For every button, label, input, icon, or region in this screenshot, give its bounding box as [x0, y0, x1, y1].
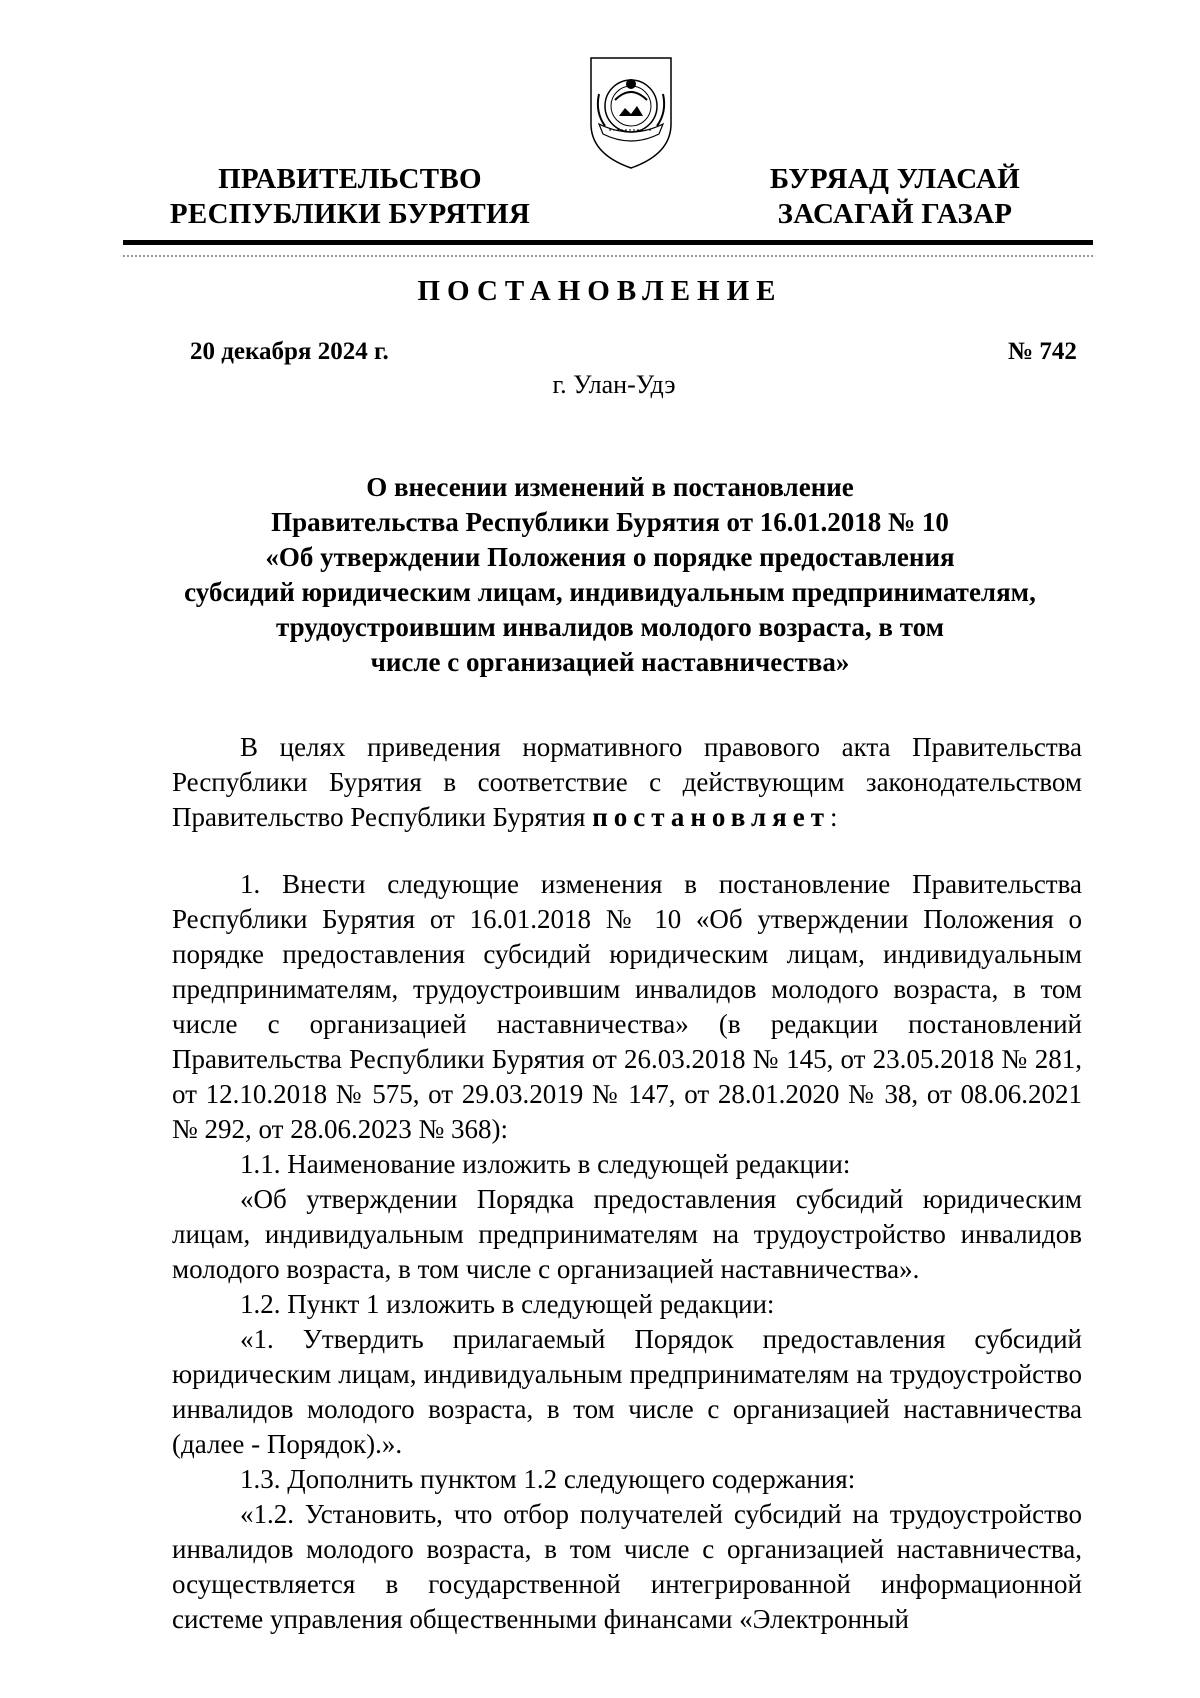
preamble-paragraph	[172, 730, 1082, 835]
header-right-line2: ЗАСАГАЙ ГАЗАР	[777, 198, 1013, 230]
body-paragraph: 1.2. Пункт 1 изложить в следующей редакции:	[240, 1289, 775, 1319]
document-city: г. Улан-Удэ	[552, 370, 676, 399]
preamble-end: :	[829, 802, 838, 832]
document-title	[160, 470, 1060, 680]
coat-of-arms-emblem	[585, 54, 677, 172]
document-date: 20 декабря 2024 г.	[190, 338, 389, 365]
title-line: «Об утверждении Положения о порядке предоставления	[265, 542, 955, 572]
header-right-line1: БУРЯАД УЛАСАЙ	[769, 163, 1021, 195]
header-divider-thick	[123, 240, 1093, 245]
title-line: трудоустроившим инвалидов молодого возраста, в том	[275, 612, 945, 642]
header-left-line2: РЕСПУБЛИКИ БУРЯТИЯ	[169, 198, 531, 230]
preamble-text: В целях приведения нормативного правового акта Правительства Республики Бурятия в соответствие с действующим законодательством Правительство Республики Бурятия	[172, 732, 1082, 832]
header-right	[735, 162, 1055, 232]
header-left	[150, 162, 550, 232]
header-left-line1: ПРАВИТЕЛЬСТВО	[218, 163, 482, 195]
body-paragraph: 1. Внести следующие изменения в постановление Правительства Республики Бурятия от 16.01.2018 № 10 «Об утверждении Положения о порядке предоставления субсидий юридическим лицам, индивидуальным предпринимателям, трудоустроившим инвалидов молодого возраста, в том числе с организацией наставничества» (в редакции постановлений Правительства Республики Бурятия от 26.03.2018 № 145, от 23.05.2018 № 281, от 12.10.2018 № 575, от 29.03.2019 № 147, от 28.01.2020 № 38, от 08.06.2021 № 292, от 28.06.2023 № 368):	[172, 869, 1082, 1144]
header-divider-thin	[123, 255, 1093, 257]
title-line: Правительства Республики Бурятия от 16.01.2018 № 10	[271, 507, 949, 537]
title-line: О внесении изменений в постановление	[366, 472, 854, 502]
document-body	[172, 730, 1082, 1637]
body-paragraph: 1.1. Наименование изложить в следующей редакции:	[240, 1149, 851, 1179]
title-line: числе с организацией наставничества»	[370, 647, 850, 677]
body-paragraph: «Об утверждении Порядка предоставления субсидий юридическим лицам, индивидуальным предпринимателям на трудоустройство инвалидов молодого возраста, в том числе с организацией наставничества».	[172, 1184, 1082, 1284]
body-paragraph: 1.3. Дополнить пунктом 1.2 следующего содержания:	[240, 1464, 856, 1494]
body-paragraph: «1. Утвердить прилагаемый Порядок предоставления субсидий юридическим лицам, индивидуальным предпринимателям на трудоустройство инвалидов молодого возраста, в том числе с организацией наставничества (далее - Порядок).».	[172, 1324, 1082, 1459]
preamble-keyword: постановляет	[592, 802, 830, 832]
title-line: субсидий юридическим лицам, индивидуальным предпринимателям,	[184, 577, 1036, 607]
body-paragraph: «1.2. Установить, что отбор получателей субсидий на трудоустройство инвалидов молодого возраста, в том числе с организацией наставничества, осуществляется в государственной интегрированной информационной системе управления общественными финансами «Электронный	[172, 1499, 1082, 1634]
document-number: № 742	[1008, 338, 1077, 365]
document-type: ПОСТАНОВЛЕНИЕ	[417, 275, 783, 307]
